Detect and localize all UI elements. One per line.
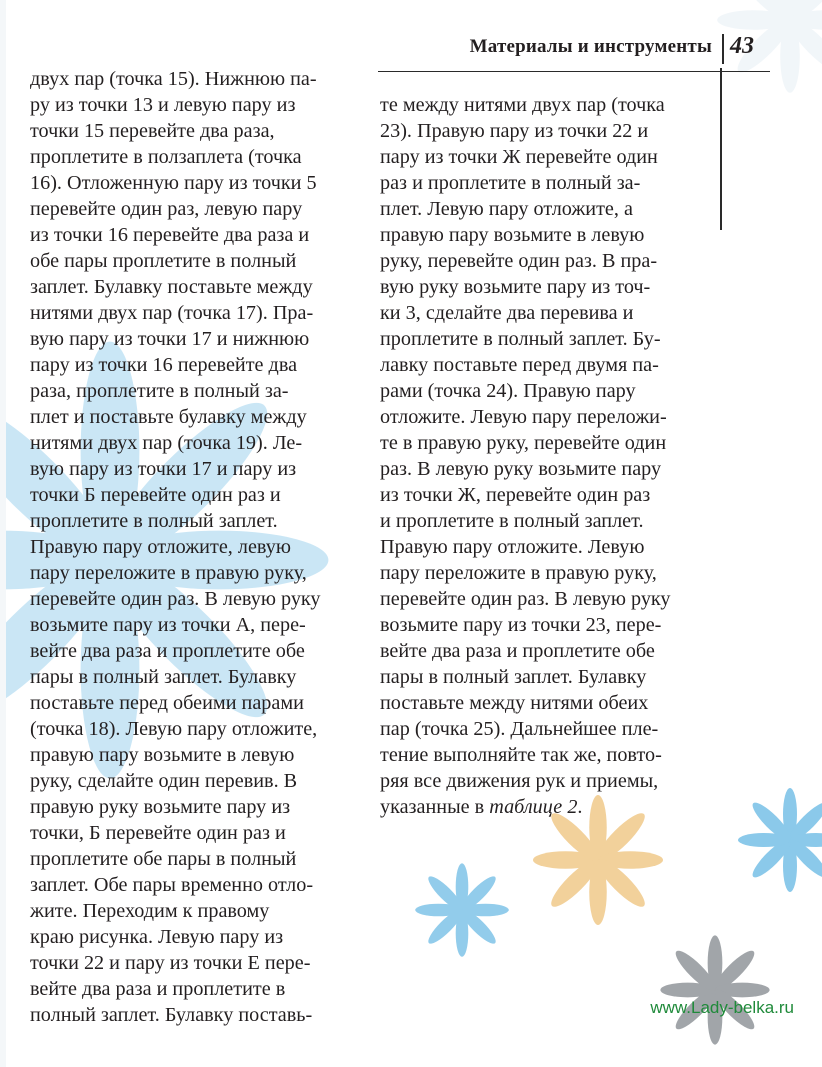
text-line: перевейте один раз. В левую руку	[380, 588, 671, 610]
text-line: вейте два раза и проплетите обе	[380, 640, 655, 662]
text-line: руку, сделайте один перевив. В	[30, 770, 298, 792]
text-line: и проплетите в полный заплет.	[380, 510, 644, 532]
blue-flower-right	[738, 788, 822, 892]
text-line: пары в полный заплет. Булавку	[380, 666, 647, 688]
text-line: проплетите в ползаплета (точка	[30, 146, 302, 168]
text-line: правую руку возьмите пару из	[30, 796, 291, 818]
text-line: пару из точки Ж перевейте один	[380, 146, 658, 168]
text-line: нитями двух пар (точка 17). Пра-	[30, 302, 314, 324]
text-line: поставьте между нитями обеих	[380, 692, 649, 714]
text-line: вейте два раза и проплетите обе	[30, 640, 305, 662]
text-line: Правую пару отложите, левую	[30, 536, 291, 558]
text-line-last	[380, 794, 671, 820]
text-line: пар (точка 25). Дальнейшее пле-	[380, 718, 659, 740]
text-line: из точки Ж, перевейте один раз	[380, 484, 651, 506]
text-line: раз. В левую руку возьмите пару	[380, 458, 662, 480]
text-line: руку, перевейте один раз. В пра-	[380, 250, 658, 272]
text-line: проплетите в полный заплет.	[30, 510, 278, 532]
text-line: перевейте один раз. В левую руку	[30, 588, 321, 610]
text-line: отложите. Левую пару переложи-	[380, 406, 667, 428]
header-divider	[722, 34, 724, 64]
text-line: пару переложите в правую руку,	[30, 562, 307, 584]
text-line: проплетите в полный заплет. Бу-	[380, 328, 661, 350]
text-line: точки, Б перевейте один раз и	[30, 822, 286, 844]
text-line: 16). Отложенную пару из точки 5	[30, 172, 317, 194]
text-line: Правую пару отложите. Левую	[380, 536, 645, 558]
text-line: пару переложите в правую руку,	[380, 562, 657, 584]
text-span: .	[577, 796, 583, 818]
text-line: вую руку возьмите пару из точ-	[380, 276, 651, 298]
text-line: те в правую руку, перевейте один	[380, 432, 667, 454]
text-line: жите. Переходим к правому	[30, 900, 270, 922]
text-line: правую пару возьмите в левую	[380, 224, 645, 246]
text-line: тение выполняйте так же, повто-	[380, 744, 662, 766]
text-line: 23). Правую пару из точки 22 и	[380, 120, 649, 142]
text-line: раз и проплетите в полный за-	[380, 172, 641, 194]
text-line: полный заплет. Булавку поставь-	[30, 1004, 313, 1026]
text-line: плет. Левую пару отложите, а	[380, 198, 633, 220]
text-line: возьмите пару из точки 23, пере-	[380, 614, 662, 636]
text-line: те между нитями двух пар (точка	[380, 94, 665, 116]
text-line: точки Б перевейте один раз и	[30, 484, 281, 506]
text-line: ру из точки 13 и левую пару из	[30, 94, 296, 116]
text-line: поставьте перед обеими парами	[30, 692, 304, 714]
text-line: нитями двух пар (точка 19). Ле-	[30, 432, 303, 454]
table-reference: таблице 2	[489, 796, 578, 818]
margin-rule	[720, 68, 722, 230]
running-header	[378, 34, 770, 68]
text-line: точки 22 и пару из точки Е пере-	[30, 952, 311, 974]
text-line: проплетите обе пары в полный	[30, 848, 297, 870]
text-line: рами (точка 24). Правую пару	[380, 380, 636, 402]
text-span: указанные в	[380, 796, 490, 818]
text-line: из точки 16 перевейте два раза и	[30, 224, 310, 246]
text-line: раза, проплетите в полный за-	[30, 380, 289, 402]
right-text-column	[380, 66, 671, 820]
text-line: заплет. Обе пары временно отло-	[30, 874, 314, 896]
text-line: правую пару возьмите в левую	[30, 744, 295, 766]
text-line: плет и поставьте булавку между	[30, 406, 307, 428]
text-line: пару из точки 16 перевейте два	[30, 354, 298, 376]
text-line: ряя все движения рук и приемы,	[380, 770, 659, 792]
text-line: ки 3, сделайте два перевива и	[380, 302, 634, 324]
text-line: лавку поставьте перед двумя па-	[380, 354, 659, 376]
gray-flower	[660, 935, 769, 1044]
blue-flower-small	[415, 863, 509, 957]
text-line: обе пары проплетите в полный	[30, 250, 297, 272]
left-text-column	[30, 66, 321, 1028]
text-line: вую пару из точки 17 и нижнюю	[30, 328, 310, 350]
text-line: краю рисунка. Левую пару из	[30, 926, 284, 948]
text-line: возьмите пару из точки А, пере-	[30, 614, 306, 636]
section-title: Материалы и инструменты	[469, 36, 712, 57]
text-line: вейте два раза и проплетите в	[30, 978, 286, 1000]
text-line: пары в полный заплет. Булавку	[30, 666, 297, 688]
site-watermark: www.Lady-belka.ru	[650, 998, 794, 1017]
text-line: (точка 18). Левую пару отложите,	[30, 718, 318, 740]
text-line: вую пару из точки 17 и пару из	[30, 458, 297, 480]
text-line: заплет. Булавку поставьте между	[30, 276, 313, 298]
page-number: 43	[730, 33, 754, 59]
text-line: точки 15 перевейте два раза,	[30, 120, 275, 142]
text-line: перевейте один раз, левую пару	[30, 198, 303, 220]
text-line: двух пар (точка 15). Нижнюю па-	[30, 68, 317, 90]
